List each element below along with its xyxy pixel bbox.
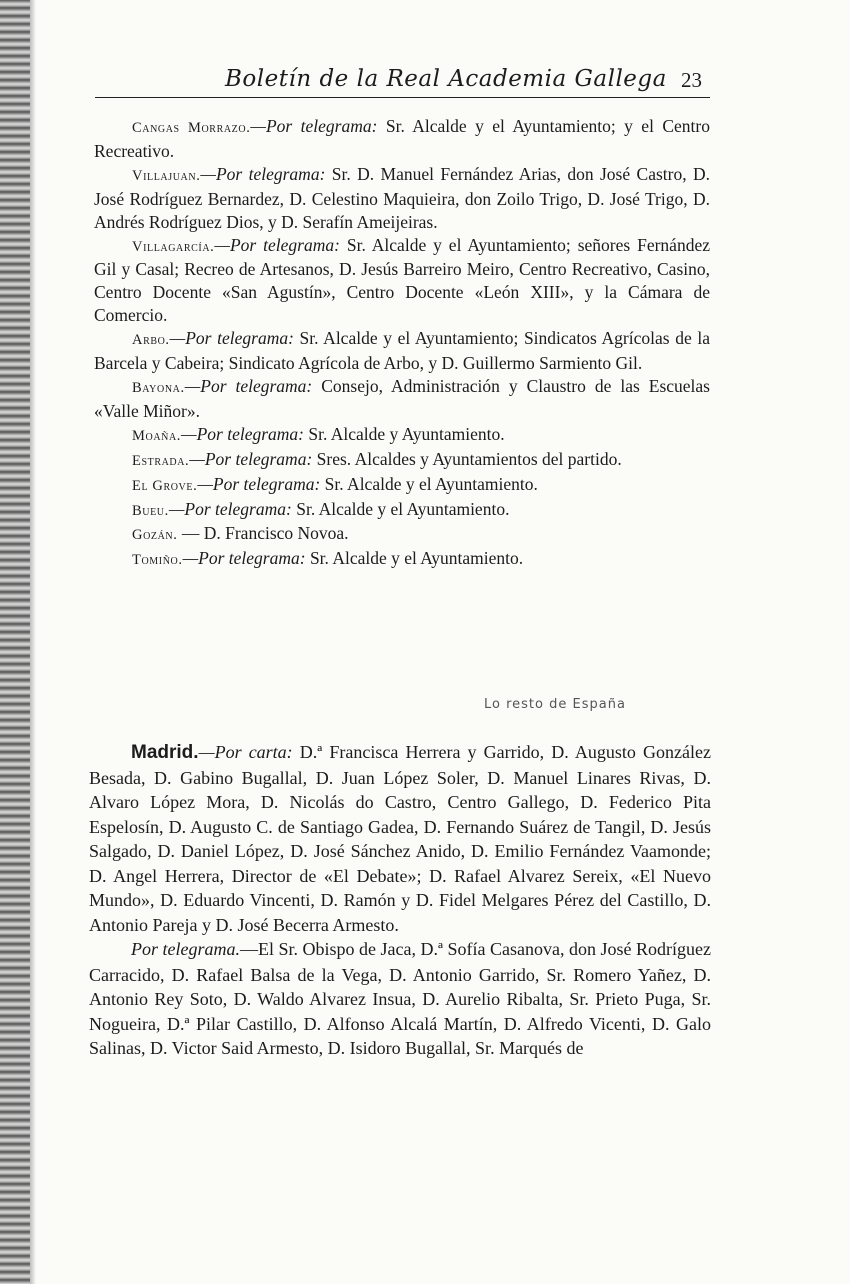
- entry-place: Villagarcía.: [132, 238, 215, 255]
- binding-shadow: [30, 0, 36, 1284]
- entry-el-grove: [94, 473, 710, 498]
- page-number: 23: [681, 68, 702, 92]
- page-header: [95, 58, 710, 98]
- entry-place: Villajuan.: [132, 167, 201, 184]
- entry-place: Tomiño.: [132, 552, 183, 569]
- entry-text: Sr. Alcalde y Ayuntamiento.: [304, 423, 505, 444]
- entry-place: Bueu.: [132, 502, 169, 519]
- entry-place: Gozán.: [132, 527, 178, 544]
- entry-method: —Por telegrama:: [182, 548, 306, 569]
- entry-bueu: [94, 498, 710, 523]
- entry-place: Estrada.: [132, 452, 190, 469]
- telegram-list-spain: [89, 740, 711, 1061]
- entry-place: El Grove.: [132, 477, 198, 494]
- entry-moana: [94, 423, 710, 448]
- entry-arbo: [94, 327, 710, 375]
- entry-text: Sr. Alcalde y el Ayuntamiento.: [305, 548, 524, 569]
- entry-method: —Por telegrama:: [169, 328, 294, 349]
- entry-place: Madrid.: [131, 742, 199, 763]
- entry-madrid: [89, 740, 711, 937]
- entry-villagarcia: [94, 234, 710, 328]
- entry-tomino: [94, 547, 710, 572]
- entry-villajuan: [94, 163, 710, 234]
- entry-text: Sr. Alcalde y el Ayuntamiento; Sindicatos Agrícolas de la Barcela y Cabeira; Sindicato Agrícola de Arbo, y D. Guillermo Sarmiento Gil.: [94, 328, 710, 374]
- entry-method: —Por telegrama:: [250, 116, 378, 136]
- entry-text: Sr. Alcalde y el Ayuntamiento; señores Fernández Gil y Casal; Recreo de Artesanos, D. Jesús Barreiro Meiro, Centro Recreativo, Casino, Centro Docente «San Agustín», Centro Docente «León XIII», y la Cámara de Comercio.: [94, 234, 710, 326]
- entry-text: Sr. Alcalde y el Ayuntamiento; y el Centro Recreativo.: [94, 116, 710, 161]
- entry-method: —Por telegrama:: [168, 498, 292, 519]
- entry-place: Moaña.: [132, 427, 182, 444]
- entry-text: Sres. Alcaldes y Ayuntamientos del partido.: [312, 448, 622, 469]
- header-rule: [95, 97, 710, 98]
- entry-madrid-telegrams: [89, 937, 711, 1061]
- entry-method: —Por telegrama:: [197, 473, 321, 494]
- entry-text: D.ª Francisca Herrera y Garrido, D. Augusto González Besada, D. Gabino Bugallal, D. Juan López Soler, D. Manuel Linares Rivas, D. Alvaro López Mora, D. Nicolás do Castro, Centro Gallego, D. Federico Pita Espelosín, D. Augusto C. de Santiago Gadea, D. Fernando Suárez de Tangil, D. Jesús Salgado, D. Daniel López, D. José Sánchez Anido, D. Emilio Fernández Vaamonde; D. Angel Herrera, Director de «El Debate»; D. Rafael Alvarez Sereix, «El Nuevo Mundo», D. Eduardo Vincenti, D. Ramón y D. Fidel Melgares Pérez del Castillo, D. Antonio Pareja y D. José Becerra Armesto.: [89, 742, 712, 935]
- entry-method: Por telegrama.: [131, 939, 240, 959]
- entry-place: Arbo.: [132, 332, 170, 349]
- entry-text: Sr. Alcalde y el Ayuntamiento.: [320, 473, 538, 494]
- entry-text: Consejo, Administración y Claustro de las Escuelas «Valle Miñor».: [94, 375, 710, 421]
- binding-edge: [0, 0, 30, 1284]
- section-heading: Lo resto de España: [484, 697, 626, 712]
- entry-place: Bayona.: [132, 379, 185, 396]
- entry-text: Sr. D. Manuel Fernández Arias, don José Castro, D. José Rodríguez Bernardez, D. Celestino Maquieira, don Zoilo Trigo, D. José Trigo, D. Andrés Rodríguez Dios, y D. Serafín Ameijeiras.: [94, 163, 710, 232]
- entry-text: — D. Francisco Novoa.: [177, 523, 349, 544]
- entry-method: —Por telegrama:: [184, 375, 313, 396]
- entry-text: Sr. Alcalde y el Ayuntamiento.: [291, 498, 510, 519]
- running-title: Boletín de la Real Academia Gallega: [225, 66, 667, 92]
- entry-estrada: [94, 448, 710, 473]
- entry-cangas: [94, 115, 710, 163]
- entry-gozan: [94, 522, 710, 547]
- entry-method: —Por carta:: [198, 742, 293, 762]
- entry-method: —Por telegrama:: [189, 448, 313, 469]
- entry-text: —El Sr. Obispo de Jaca, D.ª Sofía Casanova, don José Rodríguez Carracido, D. Rafael Balsa de la Vega, D. Antonio Garrido, Sr. Romero Yañez, D. Antonio Rey Soto, D. Waldo Alvarez Insua, D. Aurelio Ribalta, Sr. Prieto Puga, Sr. Nogueira, D.ª Pilar Castillo, D. Alfonso Alcalá Martín, D. Alfredo Vicenti, D. Galo Salinas, D. Victor Said Armesto, D. Isidoro Bugallal, Sr. Marqués de: [89, 939, 711, 1058]
- entry-method: —Por telegrama:: [181, 423, 304, 444]
- telegram-list-galicia: [94, 115, 710, 572]
- entry-method: —Por telegrama:: [200, 163, 326, 184]
- entry-bayona: [94, 375, 710, 423]
- entry-method: —Por telegrama:: [214, 234, 340, 255]
- entry-place: Cangas Morrazo.: [132, 120, 251, 136]
